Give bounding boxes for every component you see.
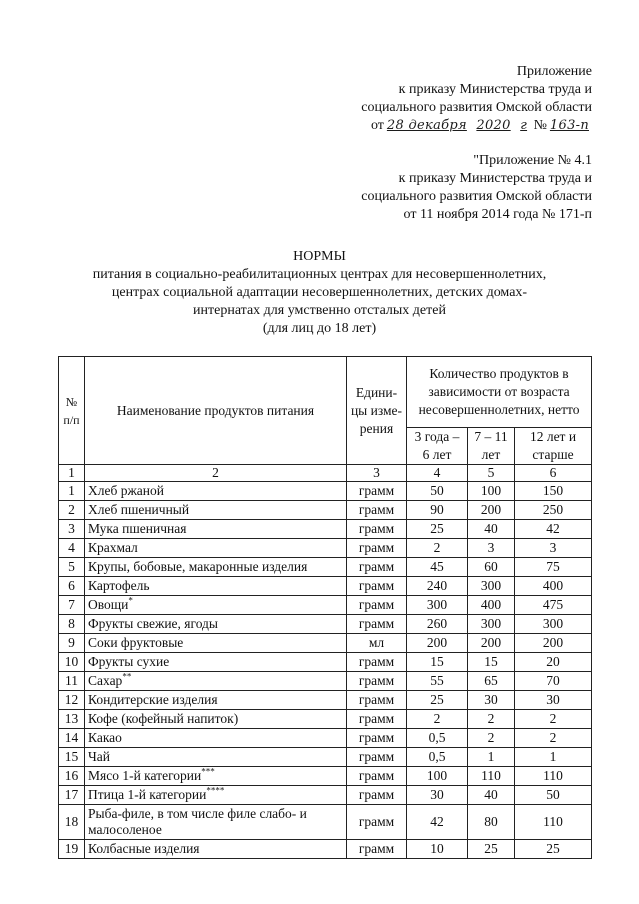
value-age-12-plus: 25 [515,840,592,859]
product-name-text: Картофель [88,578,150,593]
unit-cell: грамм [347,840,407,859]
unit-cell: грамм [347,577,407,596]
row-number: 17 [59,786,85,805]
table-row [59,710,592,729]
value-age-7-11: 25 [468,840,515,859]
unit-cell: грамм [347,729,407,748]
table-row [59,653,592,672]
product-name [85,501,347,520]
value-age-7-11: 65 [468,672,515,691]
col-number: 5 [468,465,515,482]
product-name-text: Сахар [88,673,123,688]
header-age-3-6: 3 года – 6 лет [407,428,468,465]
product-name [85,672,347,691]
value-age-3-6: 25 [407,520,468,539]
value-age-3-6: 90 [407,501,468,520]
row-number: 18 [59,805,85,840]
value-age-3-6: 100 [407,767,468,786]
unit-cell: грамм [347,710,407,729]
product-name [85,558,347,577]
value-age-7-11: 30 [468,691,515,710]
table-row [59,520,592,539]
order-date-old: от 11 ноября 2014 года № 171-п [403,207,592,222]
column-numbers-row [59,465,592,482]
date-prefix: от [370,118,384,133]
table-row [59,786,592,805]
row-number: 12 [59,691,85,710]
product-name [85,577,347,596]
value-age-7-11: 80 [468,805,515,840]
value-age-12-plus: 30 [515,691,592,710]
row-number: 11 [59,672,85,691]
product-name [85,615,347,634]
row-number: 13 [59,710,85,729]
handwritten-date-year: 2020 [476,118,511,133]
product-name [85,729,347,748]
value-age-12-plus: 20 [515,653,592,672]
value-age-7-11: 300 [468,577,515,596]
col-number: 2 [85,465,347,482]
product-name-text: Колбасные изделия [88,841,200,856]
value-age-3-6: 42 [407,805,468,840]
value-age-7-11: 300 [468,615,515,634]
product-name [85,786,347,805]
row-number: 8 [59,615,85,634]
table-row [59,615,592,634]
table-row [59,482,592,501]
value-age-12-plus: 200 [515,634,592,653]
value-age-12-plus: 110 [515,805,592,840]
value-age-7-11: 100 [468,482,515,501]
row-number: 19 [59,840,85,859]
value-age-12-plus: 42 [515,520,592,539]
value-age-12-plus: 70 [515,672,592,691]
order-reference-old: к приказу Министерства труда и [398,171,592,186]
table-row [59,634,592,653]
table-row [59,767,592,786]
product-name [85,520,347,539]
product-name [85,596,347,615]
header-product-name: Наименование продуктов питания [85,357,347,465]
table-row [59,596,592,615]
unit-cell: грамм [347,767,407,786]
product-name [85,539,347,558]
unit-cell: грамм [347,596,407,615]
product-name [85,691,347,710]
row-number: 6 [59,577,85,596]
table-row [59,691,592,710]
order-date-line [361,117,592,135]
value-age-12-plus: 475 [515,596,592,615]
value-age-3-6: 55 [407,672,468,691]
handwritten-order-number: 163-п [549,118,589,133]
row-number: 4 [59,539,85,558]
appendix-header-new [361,63,592,135]
row-number: 14 [59,729,85,748]
row-number: 15 [59,748,85,767]
product-name [85,653,347,672]
footnote-marker: **** [206,785,225,796]
footnote-marker: * [128,595,133,606]
document-title [0,248,639,338]
appendix-label: Приложение [516,64,592,79]
product-name-text: Хлеб ржаной [88,483,164,498]
row-number: 2 [59,501,85,520]
value-age-12-plus: 150 [515,482,592,501]
table-row [59,729,592,748]
unit-cell: грамм [347,805,407,840]
value-age-12-plus: 1 [515,748,592,767]
header-age-12-plus: 12 лет и старше [515,428,592,465]
product-name [85,710,347,729]
unit-cell: мл [347,634,407,653]
value-age-12-plus: 400 [515,577,592,596]
value-age-7-11: 2 [468,710,515,729]
ministry-name-old: социального развития Омской области [361,189,592,204]
table-row [59,501,592,520]
row-number: 7 [59,596,85,615]
col-number: 6 [515,465,592,482]
value-age-3-6: 200 [407,634,468,653]
value-age-12-plus: 2 [515,710,592,729]
product-name-text: Соки фруктовые [88,635,184,650]
value-age-7-11: 3 [468,539,515,558]
table-row [59,840,592,859]
footnote-marker: ** [122,671,132,682]
header-unit: Едини-цы изме-рения [347,357,407,465]
table-row [59,672,592,691]
value-age-12-plus: 3 [515,539,592,558]
value-age-3-6: 50 [407,482,468,501]
header-age-7-11: 7 – 11 лет [468,428,515,465]
product-name-text: Хлеб пшеничный [88,502,190,517]
value-age-3-6: 15 [407,653,468,672]
value-age-12-plus: 300 [515,615,592,634]
product-name-text: Кофе (кофейный напиток) [88,711,239,726]
unit-cell: грамм [347,691,407,710]
table-row [59,539,592,558]
value-age-7-11: 60 [468,558,515,577]
product-name-text: Фрукты сухие [88,654,170,669]
unit-cell: грамм [347,482,407,501]
value-age-7-11: 15 [468,653,515,672]
value-age-7-11: 40 [468,520,515,539]
value-age-7-11: 2 [468,729,515,748]
title-line-1: питания в социально-реабилитационных центрах для несовершеннолетних, [92,267,547,282]
value-age-3-6: 45 [407,558,468,577]
row-number: 5 [59,558,85,577]
row-number: 9 [59,634,85,653]
food-norms-table [58,356,592,859]
col-number: 1 [59,465,85,482]
unit-cell: грамм [347,672,407,691]
table-row [59,805,592,840]
product-name-text: Овощи [88,597,129,612]
title-line-2: центрах социальной адаптации несовершеннолетних, детских домах- [111,285,528,300]
col-number: 4 [407,465,468,482]
row-number: 16 [59,767,85,786]
value-age-3-6: 0,5 [407,748,468,767]
unit-cell: грамм [347,615,407,634]
title-heading: НОРМЫ [293,249,346,264]
value-age-7-11: 200 [468,634,515,653]
value-age-12-plus: 250 [515,501,592,520]
number-prefix: № [533,118,547,133]
product-name-text: Какао [88,730,122,745]
product-name-text: Мясо 1-й категории [88,768,202,783]
product-name [85,748,347,767]
unit-cell: грамм [347,653,407,672]
product-name [85,482,347,501]
value-age-3-6: 240 [407,577,468,596]
value-age-12-plus: 75 [515,558,592,577]
table-body [59,482,592,859]
unit-cell: грамм [347,520,407,539]
value-age-3-6: 2 [407,710,468,729]
value-age-7-11: 110 [468,767,515,786]
header-quantity: Количество продуктов в зависимости от возраста несовершеннолетних, нетто [407,357,592,428]
value-age-12-plus: 110 [515,767,592,786]
title-line-4: (для лиц до 18 лет) [262,321,377,336]
value-age-12-plus: 2 [515,729,592,748]
handwritten-date-day: 28 декабря [386,118,467,133]
product-name-text: Крахмал [88,540,138,555]
product-name-text: Мука пшеничная [88,521,187,536]
value-age-3-6: 300 [407,596,468,615]
product-name-text: Фрукты свежие, ягоды [88,616,218,631]
value-age-3-6: 0,5 [407,729,468,748]
value-age-3-6: 2 [407,539,468,558]
value-age-7-11: 200 [468,501,515,520]
row-number: 3 [59,520,85,539]
title-line-3: интернатах для умственно отсталых детей [193,303,446,318]
unit-cell: грамм [347,501,407,520]
value-age-3-6: 260 [407,615,468,634]
table-row [59,748,592,767]
footnote-marker: *** [201,766,215,777]
product-name [85,767,347,786]
value-age-12-plus: 50 [515,786,592,805]
appendix-label-old: "Приложение № 4.1 [473,153,592,168]
value-age-3-6: 30 [407,786,468,805]
product-name-text: Чай [88,749,110,764]
ministry-name: социального развития Омской области [361,100,592,115]
value-age-7-11: 400 [468,596,515,615]
value-age-7-11: 40 [468,786,515,805]
row-number: 1 [59,482,85,501]
table-row [59,558,592,577]
order-reference: к приказу Министерства труда и [398,82,592,97]
product-name [85,840,347,859]
table-row [59,577,592,596]
product-name-text: Птица 1-й категории [88,787,207,802]
value-age-7-11: 1 [468,748,515,767]
handwritten-year-suffix: г [520,118,528,133]
product-name-text: Кондитерские изделия [88,692,218,707]
header-num: № п/п [59,357,85,465]
unit-cell: грамм [347,558,407,577]
unit-cell: грамм [347,786,407,805]
value-age-3-6: 10 [407,840,468,859]
unit-cell: грамм [347,748,407,767]
product-name [85,634,347,653]
appendix-header-old [361,152,592,224]
col-number: 3 [347,465,407,482]
row-number: 10 [59,653,85,672]
product-name [85,805,347,840]
product-name-text: Рыба-филе, в том числе филе слабо- и малосоленое [88,806,307,837]
unit-cell: грамм [347,539,407,558]
value-age-3-6: 25 [407,691,468,710]
product-name-text: Крупы, бобовые, макаронные изделия [88,559,308,574]
